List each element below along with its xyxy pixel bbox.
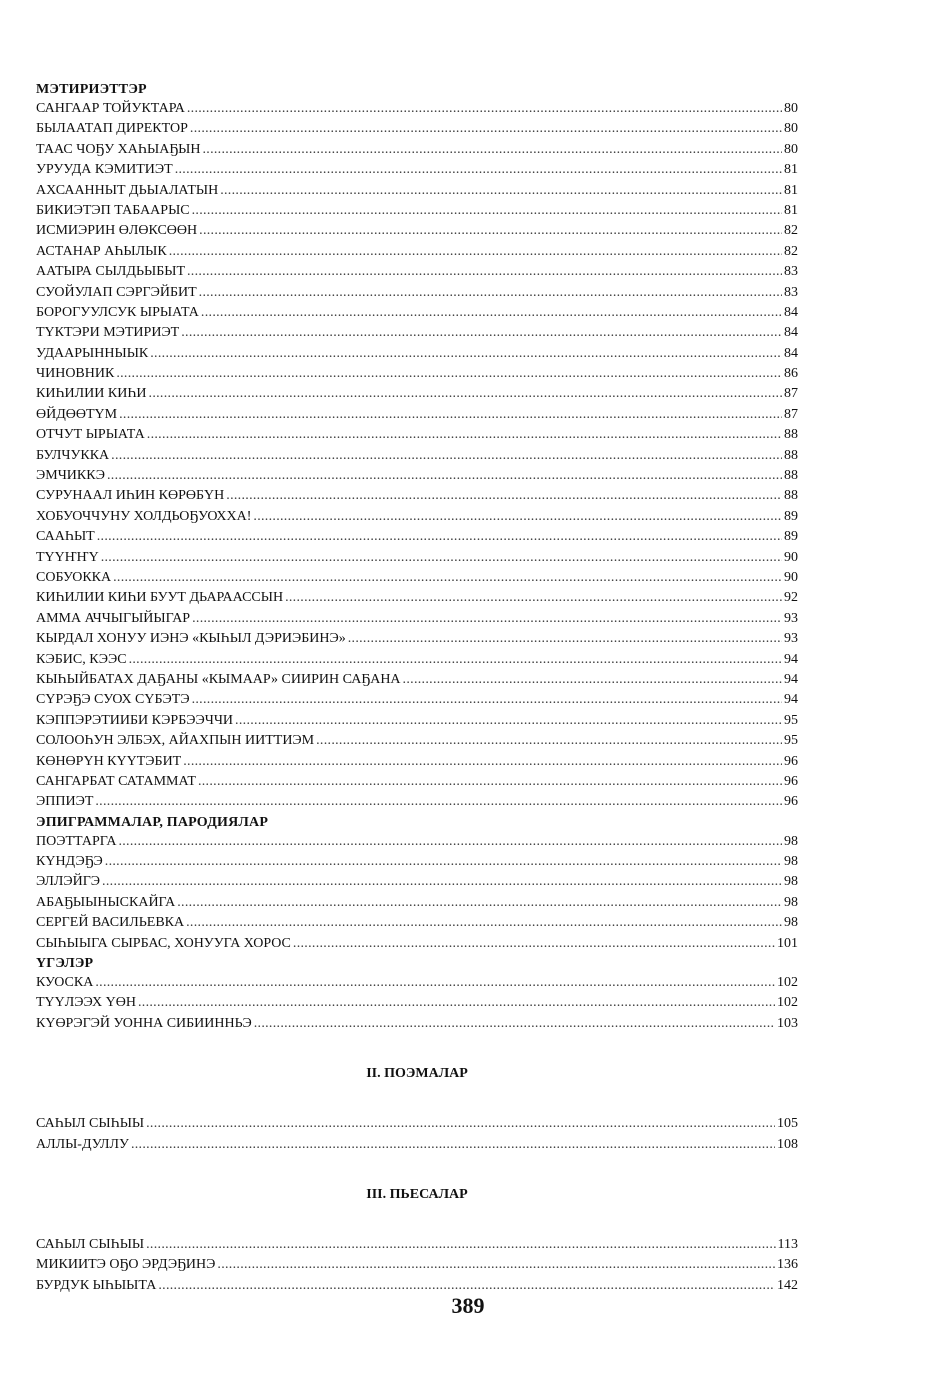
toc-leader-dots (149, 384, 782, 404)
toc-entry (36, 160, 798, 180)
toc-entry (36, 609, 798, 629)
materiettar-list (36, 99, 798, 813)
toc-leader-dots (217, 1255, 775, 1275)
toc-entry-title: КЫҺЫЙБАТАХ ДАҔАНЫ «КЫМААР» СИИРИН САҔАНА (36, 671, 401, 687)
toc-entry-page: 101 (777, 935, 798, 951)
toc-leader-dots (220, 181, 782, 201)
toc-entry-title: КӨНӨРҮН КҮҮТЭБИТ (36, 753, 182, 769)
toc-leader-dots (192, 201, 782, 221)
toc-leader-dots (348, 629, 782, 649)
toc-entry-page: 80 (784, 101, 798, 116)
toc-entry-title: КИҺИЛИИ КИҺИ (36, 386, 147, 402)
toc-entry-page: 108 (777, 1136, 798, 1152)
toc-leader-dots (101, 548, 782, 568)
toc-entry-page: 98 (784, 915, 798, 931)
toc-entry-page: 88 (784, 468, 798, 484)
ugeler-list (36, 973, 798, 1034)
toc-entry-page: 93 (784, 631, 798, 647)
toc-entry (36, 140, 798, 160)
toc-entry-title: САҺЫЛ СЫҺЫЫ (36, 1236, 145, 1252)
toc-entry-title: ААТЫРА СЫЛДЬЫБЫТ (36, 264, 185, 280)
toc-entry-page: 94 (784, 692, 798, 708)
toc-entry-title: АБАҔЫЫНЫСКАЙГА (36, 894, 176, 910)
toc-entry (36, 792, 798, 812)
toc-leader-dots (118, 832, 782, 852)
toc-entry (36, 993, 798, 1013)
toc-entry-page: 113 (777, 1236, 798, 1252)
toc-entry-title: САҺЫЛ СЫҺЫЫ (36, 1116, 145, 1132)
toc-entry-page: 80 (784, 121, 798, 137)
toc-entry-title: ПОЭТТАРГА (36, 833, 117, 849)
toc-leader-dots (226, 486, 782, 506)
toc-entry-page: 96 (784, 753, 798, 769)
toc-entry-title: СУОЙУЛАП СЭРГЭЙБИТ (36, 284, 197, 300)
toc-entry (36, 934, 798, 954)
toc-entry-page: 84 (784, 325, 798, 341)
toc-entry-page: 95 (784, 733, 798, 749)
toc-leader-dots (187, 99, 782, 119)
toc-leader-dots (253, 507, 782, 527)
toc-entry-title: КИҺИЛИИ КИҺИ БУУТ ДЬАРААССЫН (36, 590, 284, 606)
toc-entry-page: 105 (777, 1116, 798, 1132)
toc-leader-dots (181, 323, 782, 343)
toc-entry-page: 88 (784, 427, 798, 443)
section-heading-epigrams: ЭПИГРАММАЛАР, ПАРОДИЯЛАР (36, 814, 269, 830)
toc-leader-dots (192, 690, 782, 710)
toc-entry (36, 1235, 798, 1255)
toc-entry-page: 90 (784, 549, 798, 565)
part-title-poems: II. ПОЭМАЛАР (366, 1066, 468, 1082)
toc-entry (36, 242, 798, 262)
toc-entry-page: 94 (784, 671, 798, 687)
toc-entry-page: 93 (784, 610, 798, 626)
toc-leader-dots (285, 588, 782, 608)
toc-leader-dots (146, 1235, 775, 1255)
toc-entry (36, 690, 798, 710)
toc-entry-title: БЫЛААТАП ДИРЕКТОР (36, 121, 188, 137)
toc-leader-dots (190, 119, 782, 139)
toc-leader-dots (147, 425, 782, 445)
page-number: 389 (451, 1293, 485, 1318)
toc-entry-page: 88 (784, 488, 798, 504)
toc-entry-title: ОТЧУТ ЫРЫАТА (36, 427, 145, 443)
toc-leader-dots (199, 221, 782, 241)
toc-leader-dots (201, 303, 782, 323)
toc-entry-page: 90 (784, 569, 798, 585)
toc-entry-title: КЭППЭРЭТИИБИ КЭРБЭЭЧЧИ (36, 712, 234, 728)
toc-entry (36, 893, 798, 913)
toc-entry-title: ТААС ЧОҔУ ХАҺЫАҔЫН (36, 141, 201, 157)
toc-leader-dots (177, 893, 782, 913)
toc-leader-dots (199, 283, 782, 303)
toc-entry-title: СЕРГЕЙ ВАСИЛЬЕВКА (36, 915, 185, 931)
toc-entry-page: 81 (784, 202, 798, 218)
toc-entry-title: ӨЙДӨӨТҮМ (36, 406, 118, 422)
toc-entry (36, 650, 798, 670)
toc-entry (36, 119, 798, 139)
toc-entry-page: 82 (784, 243, 798, 259)
toc-entry-title: ЧИНОВНИК (36, 366, 115, 382)
toc-leader-dots (202, 140, 782, 160)
toc-entry (36, 425, 798, 445)
toc-entry-page: 98 (784, 854, 798, 870)
toc-entry-page: 98 (784, 833, 798, 849)
toc-entry-page: 86 (784, 366, 798, 382)
toc-entry-title: ЭЛЛЭЙГЭ (36, 874, 101, 890)
toc-leader-dots (131, 1135, 775, 1155)
toc-entry (36, 1014, 798, 1034)
toc-entry-page: 136 (777, 1257, 798, 1273)
toc-leader-dots (175, 160, 782, 180)
toc-leader-dots (186, 913, 782, 933)
toc-leader-dots (95, 792, 782, 812)
toc-entry-page: 96 (784, 773, 798, 789)
toc-entry (36, 1255, 798, 1275)
toc-entry (36, 913, 798, 933)
toc-entry-title: УДААРЫННЫЫК (36, 345, 149, 361)
toc-entry-title: ХОБУОЧЧУНУ ХОЛДЬОҔУОХХА! (36, 508, 252, 524)
toc-entry-title: СУРУНААЛ ИҺИН КӨРӨБҮН (36, 488, 225, 504)
toc-leader-dots (150, 344, 782, 364)
toc-leader-dots (293, 934, 775, 954)
toc-entry (36, 201, 798, 221)
toc-entry (36, 670, 798, 690)
toc-entry (36, 872, 798, 892)
toc-entry-page: 81 (784, 162, 798, 178)
toc-leader-dots (198, 772, 782, 792)
poems-list (36, 1114, 798, 1155)
toc-entry-page: 84 (784, 345, 798, 361)
toc-entry (36, 486, 798, 506)
toc-leader-dots (183, 752, 782, 772)
toc-entry-title: ТҮҮЛЭЭХ ҮӨН (36, 995, 136, 1011)
toc-leader-dots (138, 993, 775, 1013)
toc-entry-title: АСТАНАР АҺЫЛЫК (36, 243, 167, 259)
toc-leader-dots (102, 872, 782, 892)
toc-entry-title: КЭБИС, КЭЭС (36, 651, 127, 667)
toc-entry-page: 83 (784, 264, 798, 280)
toc-entry-title: АХСААННЫТ ДЬЫАЛАТЫН (36, 182, 219, 198)
toc-entry (36, 731, 798, 751)
toc-entry-title: САНГААР ТОЙУКТАРА (36, 101, 185, 116)
toc-entry-title: МИКИИТЭ ОҔО ЭРДЭҔИНЭ (36, 1257, 216, 1273)
toc-entry-title: КҮНДЭҔЭ (36, 854, 103, 870)
toc-entry (36, 711, 798, 731)
toc-entry (36, 283, 798, 303)
toc-entry-title: АММА АЧЧЫГЫЙЫГАР (36, 610, 191, 626)
toc-entry (36, 466, 798, 486)
toc-entry-title: ТҮҮҤҤҮ (36, 549, 99, 565)
table-of-contents (36, 80, 798, 1296)
section-heading-materiettar: МЭТИРИЭТТЭР (36, 82, 147, 97)
toc-entry-page: 94 (784, 651, 798, 667)
toc-entry-page: 103 (777, 1015, 798, 1031)
toc-entry-title: СААҺЫТ (36, 529, 95, 545)
toc-entry-page: 87 (784, 386, 798, 402)
toc-leader-dots (116, 364, 782, 384)
toc-entry (36, 221, 798, 241)
toc-entry-page: 83 (784, 284, 798, 300)
toc-leader-dots (403, 670, 782, 690)
toc-entry-title: ТҮКТЭРИ МЭТИРИЭТ (36, 325, 180, 341)
toc-entry-page: 96 (784, 794, 798, 810)
toc-leader-dots (235, 711, 782, 731)
toc-leader-dots (119, 405, 782, 425)
toc-entry-page: 80 (784, 141, 798, 157)
plays-list (36, 1235, 798, 1296)
toc-entry (36, 507, 798, 527)
toc-entry-title: БУРДУК ЫҺЫЫТА (36, 1277, 157, 1293)
toc-entry-title: УРУУДА КЭМИТИЭТ (36, 162, 173, 178)
toc-leader-dots (113, 568, 782, 588)
toc-entry-page: 82 (784, 223, 798, 239)
toc-entry-title: ЭППИЭТ (36, 794, 94, 810)
toc-leader-dots (169, 242, 782, 262)
toc-leader-dots (316, 731, 782, 751)
toc-entry-title: КУОСКА (36, 975, 94, 991)
toc-entry (36, 832, 798, 852)
toc-entry-page: 102 (777, 975, 798, 991)
toc-entry (36, 446, 798, 466)
toc-entry-title: АЛЛЫ-ДУЛЛУ (36, 1136, 129, 1152)
toc-entry-page: 87 (784, 406, 798, 422)
toc-entry-title: БИКИЭТЭП ТАБААРЫС (36, 202, 190, 218)
toc-entry (36, 181, 798, 201)
toc-entry (36, 752, 798, 772)
toc-leader-dots (146, 1114, 775, 1134)
toc-entry-page: 84 (784, 304, 798, 320)
toc-entry-title: СОБУОККА (36, 569, 112, 585)
toc-entry (36, 527, 798, 547)
toc-entry-page: 98 (784, 874, 798, 890)
toc-entry (36, 1135, 798, 1155)
toc-entry (36, 548, 798, 568)
toc-entry (36, 384, 798, 404)
toc-leader-dots (254, 1014, 775, 1034)
toc-entry-title: ИСМИЭРИН ӨЛӨКСӨӨН (36, 223, 198, 239)
toc-entry-title: СҮРЭҔЭ СУОХ СҮБЭТЭ (36, 692, 190, 708)
toc-entry (36, 568, 798, 588)
toc-entry-title: КҮӨРЭГЭЙ УОННА СИБИИННЬЭ (36, 1015, 252, 1031)
epigrams-list (36, 832, 798, 954)
toc-entry-title: САНГАРБАТ САТАММАТ (36, 773, 196, 789)
toc-entry-page: 98 (784, 894, 798, 910)
toc-entry-page: 92 (784, 590, 798, 606)
toc-entry-title: ЭМЧИККЭ (36, 468, 105, 484)
toc-entry-page: 102 (777, 995, 798, 1011)
toc-leader-dots (129, 650, 782, 670)
toc-entry (36, 405, 798, 425)
toc-leader-dots (97, 527, 782, 547)
toc-entry (36, 629, 798, 649)
toc-leader-dots (192, 609, 782, 629)
section-heading-ugeler: ҮГЭЛЭР (36, 956, 94, 972)
toc-entry-page: 81 (784, 182, 798, 198)
toc-leader-dots (107, 466, 782, 486)
toc-entry-title: БУЛЧУККА (36, 447, 110, 463)
toc-entry-page: 142 (777, 1277, 798, 1293)
toc-entry (36, 852, 798, 872)
part-title-plays: III. ПЬЕСАЛАР (366, 1186, 468, 1202)
toc-entry-title: СЫҺЫЫГА СЫРБАС, ХОНУУГА ХОРОС (36, 935, 291, 951)
toc-entry-page: 88 (784, 447, 798, 463)
toc-entry (36, 303, 798, 323)
toc-entry-title: БОРОГУУЛСУК ЫРЫАТА (36, 304, 199, 320)
toc-entry (36, 99, 798, 119)
toc-leader-dots (187, 262, 782, 282)
toc-leader-dots (105, 852, 782, 872)
toc-entry (36, 344, 798, 364)
toc-entry (36, 262, 798, 282)
toc-leader-dots (95, 973, 775, 993)
toc-entry (36, 588, 798, 608)
toc-entry (36, 1114, 798, 1134)
toc-entry-page: 95 (784, 712, 798, 728)
toc-entry-title: СОЛООҺУН ЭЛБЭХ, АЙАХПЫН ИИТТИЭМ (36, 733, 315, 749)
toc-entry (36, 772, 798, 792)
toc-leader-dots (111, 446, 782, 466)
toc-entry (36, 364, 798, 384)
toc-entry (36, 973, 798, 993)
toc-entry (36, 323, 798, 343)
toc-entry-page: 89 (784, 508, 798, 524)
toc-entry-title: КЫРДАЛ ХОНУУ ИЭНЭ «КЫҺЫЛ ДЭРИЭБИНЭ» (36, 631, 346, 647)
toc-entry-page: 89 (784, 529, 798, 545)
